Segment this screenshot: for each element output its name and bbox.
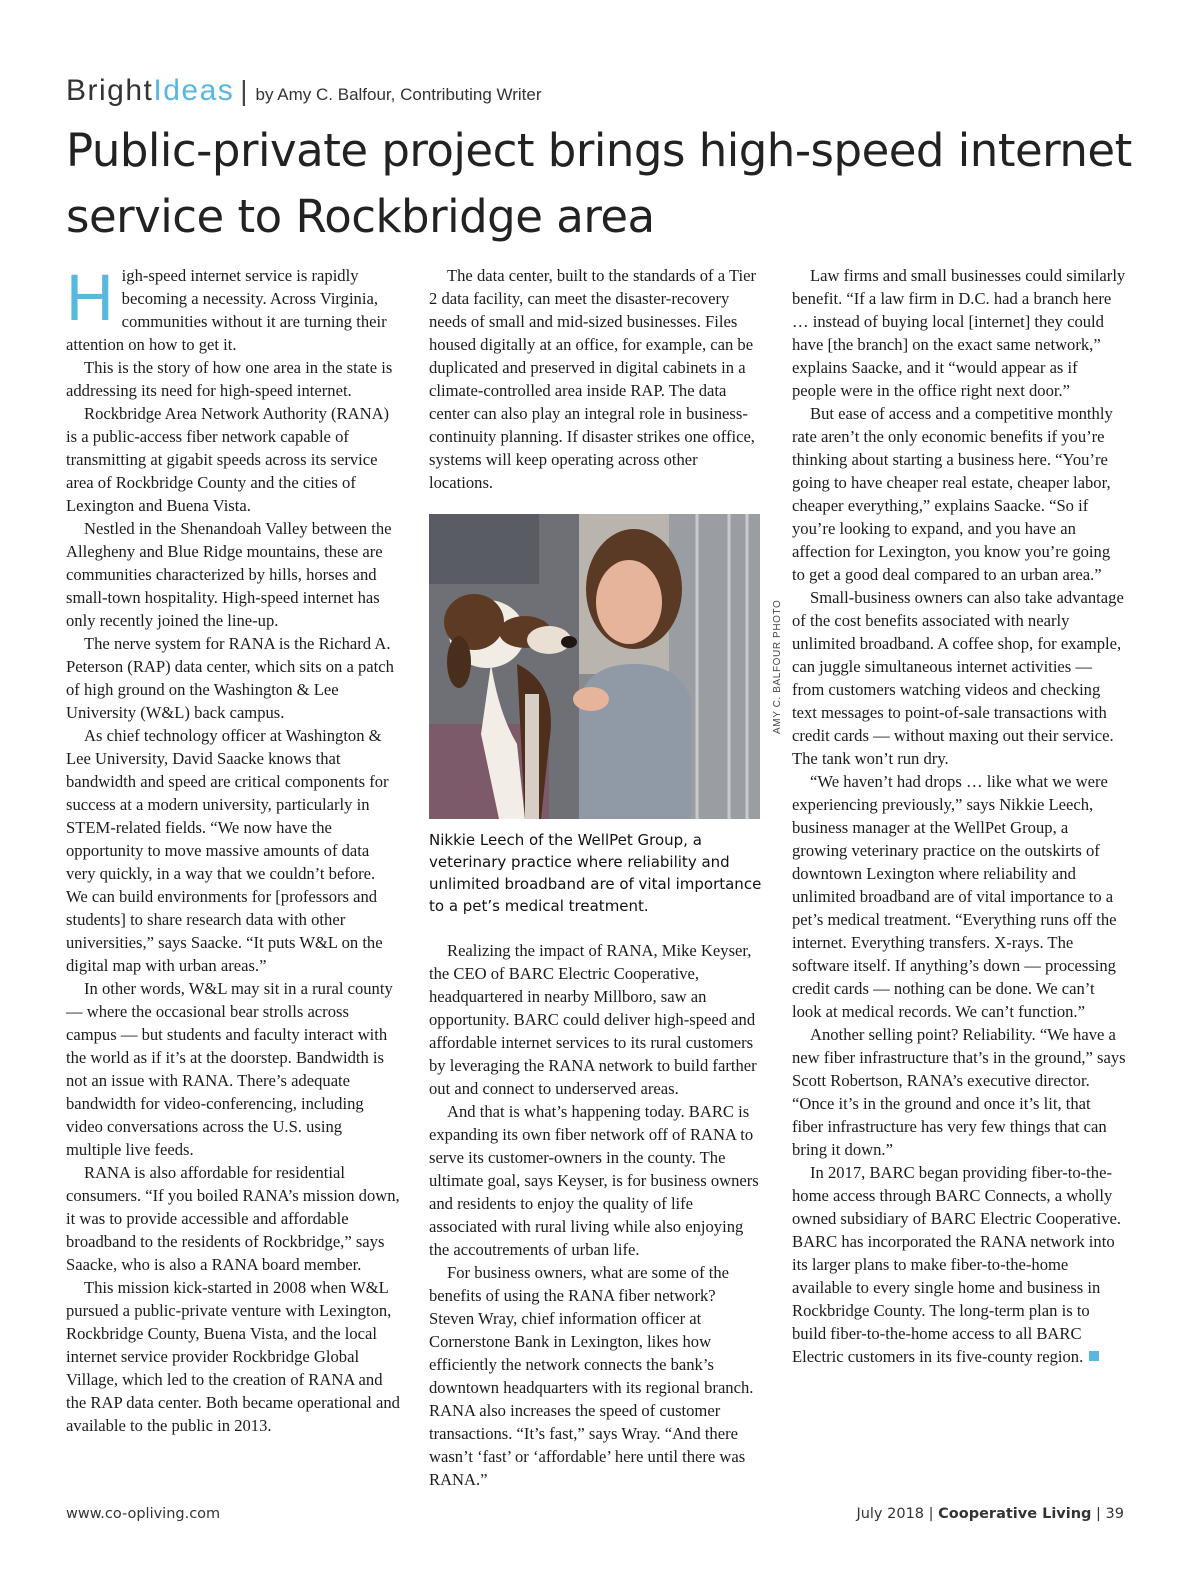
brand-ideas: Ideas bbox=[153, 74, 235, 107]
footer-separator-1: | bbox=[928, 1506, 934, 1522]
drop-cap: H bbox=[66, 260, 114, 334]
paragraph: But ease of access and a competitive monthly rate aren’t the only economic benefits if you’re thinking about starting a business here. “You’re going to have cheaper real estate, cheaper labor, cheaper everything,” explains Saacke. “So if you’re looking to expand, and you have an affection for Lexington, you know you’re going to get a good deal compared to an urban area.” bbox=[792, 404, 1113, 584]
paragraph: This is the story of how one area in the state is addressing its need for high-speed internet. bbox=[66, 358, 393, 400]
photo-credit: AMY C. BALFOUR PHOTO bbox=[772, 599, 783, 734]
paragraph: Nestled in the Shenandoah Valley between the Allegheny and Blue Ridge mountains, these are communities characterized by hills, horses and small-town hospitality. High-speed internet has only recently joined the line-up. bbox=[66, 519, 392, 630]
paragraph: Realizing the impact of RANA, Mike Keyser, the CEO of BARC Electric Cooperative, headquartered in nearby Millboro, saw an opportunity. BARC could deliver high-speed and affordable internet services to its rural customers by leveraging the RANA network to build farther out and connect to underserved areas. bbox=[429, 941, 757, 1098]
footer-date: July 2018 bbox=[856, 1506, 925, 1522]
section-brand bbox=[66, 74, 234, 107]
headline: Public-private project brings high-speed internet service to Rockbridge area bbox=[66, 124, 1132, 243]
byline: by Amy C. Balfour, Contributing Writer bbox=[255, 85, 542, 104]
footer-separator-2: | bbox=[1096, 1506, 1101, 1522]
section-header bbox=[66, 74, 542, 114]
page-number: 39 bbox=[1105, 1506, 1124, 1522]
paragraph: Law firms and small businesses could similarly benefit. “If a law firm in D.C. had a branch here … instead of buying local [internet] they could have [the branch] on the exact same network,” explains Saacke, and it “would appear as if people were in the office right next door.” bbox=[792, 266, 1126, 400]
photo-woman-with-dog bbox=[429, 514, 760, 819]
header-separator: | bbox=[240, 75, 248, 106]
paragraph: As chief technology officer at Washington & Lee University, David Saacke knows that bandwidth and speed are critical components for success at a modern university, particularly in STEM-related fields. “We now have the opportunity to move massive amounts of data very quickly, in a way that we couldn’t before. We can build environments for [professors and students] to share research data with other universities,” says Saacke. “It puts W&L on the digital map with urban areas.” bbox=[66, 726, 389, 975]
column-1 bbox=[66, 260, 400, 1437]
paragraph: RANA is also affordable for residential consumers. “If you boiled RANA’s mission down, it was to provide accessible and affordable broadband to the residents of Rockbridge,” says Saacke, who is also a RANA board member. bbox=[66, 1163, 400, 1274]
column-3 bbox=[792, 264, 1126, 1368]
paragraph: Rockbridge Area Network Authority (RANA) is a public-access fiber network capable of transmitting at gigabit speeds across its service area of Rockbridge County and the cities of Lexington and Buena Vista. bbox=[66, 404, 390, 515]
brand-bright: Bright bbox=[66, 74, 154, 107]
paragraph-last: In 2017, BARC began providing fiber-to-the-home access through BARC Connects, a wholly owned subsidiary of BARC Electric Cooperative. BARC has incorporated the RANA network into its larger plans to make fiber-to-the-home available to every single home and business in Rockbridge County. The long-term plan is to build fiber-to-the-home access to all BARC Electric customers in its five-county region. bbox=[792, 1163, 1122, 1366]
paragraph: In other words, W&L may sit in a rural county — where the occasional bear strolls across campus — but students and faculty interact with the world as if it’s at the doorstep. Bandwidth is not an issue with RANA. There’s adequate bandwidth for video-conferencing, including video conversations across the U.S. using multiple live feeds. bbox=[66, 979, 393, 1159]
article-photo bbox=[429, 514, 783, 819]
footer-magazine: Cooperative Living bbox=[938, 1506, 1092, 1522]
paragraph: Small-business owners can also take advantage of the cost benefits associated with nearly unlimited broadband. A coffee shop, for example, can juggle simultaneous internet activities — from customers watching videos and checking text messages to point-of-sale transactions with credit cards — without maxing out their service. The tank won’t run dry. bbox=[792, 588, 1124, 768]
paragraph: The data center, built to the standards of a Tier 2 data facility, can meet the disaster-recovery needs of small and mid-sized businesses. Files housed digitally at an office, for example, can be duplicated and preserved in digital cabinets in a climate-controlled area inside RAP. The data center can also play an integral role in business-continuity planning. If disaster strikes one office, systems will keep operating across other locations. bbox=[429, 266, 757, 492]
paragraph: For business owners, what are some of the benefits of using the RANA fiber network? Steven Wray, chief information officer at Cornerstone Bank in Lexington, likes how efficiently the network connects the bank’s downtown headquarters with its regional branch. RANA also increases the speed of customer transactions. “It’s fast,” says Wray. “And there wasn’t ‘fast’ or ‘affordable’ here until there was RANA.” bbox=[429, 1263, 754, 1489]
paragraph: The nerve system for RANA is the Richard A. Peterson (RAP) data center, which sits on a patch of high ground on the Washington & Lee University (W&L) back campus. bbox=[66, 634, 394, 722]
footer-folio bbox=[856, 1506, 1124, 1522]
paragraph: And that is what’s happening today. BARC is expanding its own fiber network off of RANA to serve its customer-owners in the county. The ultimate goal, says Keyser, is for business owners and residents to enjoy the quality of life associated with rural living while also enjoying the accoutrements of urban life. bbox=[429, 1102, 759, 1259]
photo-caption: Nikkie Leech of the WellPet Group, a veterinary practice where reliability and unlimited broadband are of vital importance to a pet’s medical treatment. bbox=[429, 831, 762, 915]
paragraph: High-speed internet service is rapidly becoming a necessity. Across Virginia, communities without it are turning their attention on how to get it. bbox=[66, 260, 387, 354]
paragraph: This mission kick-started in 2008 when W&L pursued a public-private venture with Lexington, Rockbridge County, Buena Vista, and the local internet service provider Rockbridge Global Village, which led to the creation of RANA and the RAP data center. Both became operational and available to the public in 2013. bbox=[66, 1278, 400, 1435]
end-mark-icon bbox=[1089, 1351, 1099, 1361]
column-2 bbox=[429, 264, 783, 1491]
paragraph: Another selling point? Reliability. “We have a new fiber infrastructure that’s in the ground,” says Scott Robertson, RANA’s executive director. “Once it’s in the ground and once it’s lit, that fiber infrastructure has very few things that can bring it down.” bbox=[792, 1025, 1126, 1159]
footer-website: www.co-opliving.com bbox=[66, 1506, 221, 1522]
paragraph: “We haven’t had drops … like what we were experiencing previously,” says Nikkie Leech, business manager at the WellPet Group, a growing veterinary practice on the outskirts of downtown Lexington where reliability and unlimited broadband are of vital importance to a pet’s medical treatment. “Everything runs off the internet. Everything transfers. X-rays. The software itself. If anything’s down — processing credit cards — nothing can be done. We can’t look at medical records. We can’t function.” bbox=[792, 772, 1117, 1021]
